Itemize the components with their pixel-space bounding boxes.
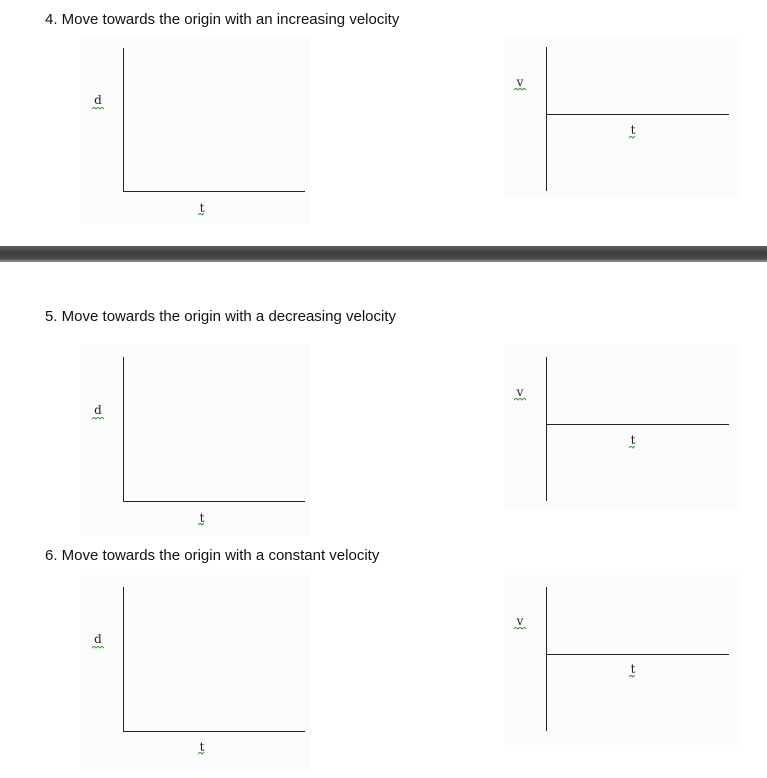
spellcheck-squiggle	[198, 523, 206, 527]
q6-velocity-graph	[505, 575, 740, 745]
q5-position-y-label: d	[94, 403, 102, 417]
question-4-text: 4. Move towards the origin with an increasing velocity	[45, 11, 400, 28]
q5-velocity-y-axis	[546, 357, 547, 501]
q6-velocity-y-axis	[546, 587, 547, 731]
q4-velocity-graph	[505, 38, 740, 198]
q4-velocity-x-label: t	[630, 123, 636, 137]
spellcheck-squiggle	[92, 417, 104, 421]
q5-velocity-x-label: t	[630, 433, 636, 447]
spellcheck-squiggle	[629, 675, 637, 679]
question-5-text: 5. Move towards the origin with a decreasing velocity	[45, 308, 397, 325]
q5-position-x-label: t	[199, 511, 205, 525]
spellcheck-squiggle	[198, 752, 206, 756]
q4-position-x-axis	[123, 191, 305, 192]
q4-velocity-x-axis	[546, 114, 729, 115]
spellcheck-squiggle	[92, 107, 104, 111]
q5-position-graph	[80, 345, 310, 535]
q5-velocity-y-label: v	[516, 385, 524, 399]
q6-velocity-y-label: v	[516, 614, 524, 628]
q6-position-graph	[80, 575, 310, 770]
q5-velocity-x-axis	[546, 424, 729, 425]
spellcheck-squiggle	[92, 646, 104, 650]
q5-position-x-axis	[123, 501, 305, 502]
q6-position-x-axis	[123, 731, 305, 732]
spellcheck-squiggle	[514, 88, 526, 92]
q6-position-x-label: t	[199, 740, 205, 754]
page-separator	[0, 246, 767, 262]
spellcheck-squiggle	[514, 627, 526, 631]
q6-velocity-x-axis	[546, 654, 729, 655]
q4-position-graph	[80, 38, 310, 223]
question-6-text: 6. Move towards the origin with a constant velocity	[45, 547, 380, 564]
q6-position-y-label: d	[94, 632, 102, 646]
q5-velocity-graph	[505, 345, 740, 510]
spellcheck-squiggle	[514, 398, 526, 402]
spellcheck-squiggle	[629, 136, 637, 140]
q6-position-y-axis	[123, 587, 124, 732]
q4-velocity-y-axis	[546, 47, 547, 191]
q4-position-x-label: t	[199, 201, 205, 215]
q4-velocity-y-label: v	[516, 75, 524, 89]
q5-position-y-axis	[123, 357, 124, 502]
q4-position-y-label: d	[94, 93, 102, 107]
spellcheck-squiggle	[629, 446, 637, 450]
q6-velocity-x-label: t	[630, 662, 636, 676]
spellcheck-squiggle	[198, 213, 206, 217]
q4-position-y-axis	[123, 48, 124, 192]
